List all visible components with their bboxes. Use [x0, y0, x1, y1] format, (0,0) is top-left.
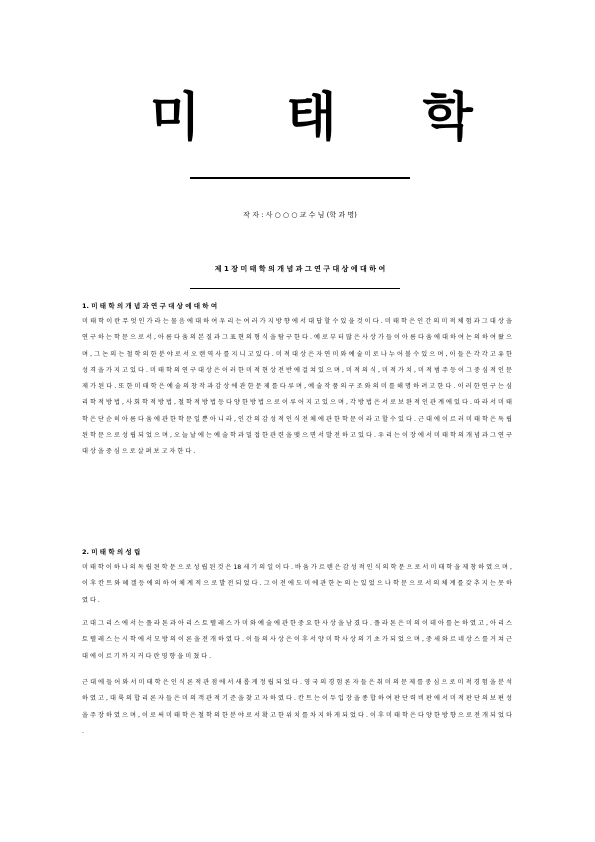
- chapter-heading-underline: [190, 288, 400, 289]
- subheading-2: 2. 미 태 학 의 성 립: [82, 548, 141, 556]
- paragraph-1: 미 태 학 이 란 무 엇 인 가 라 는 물 음 에 대 하 여 우 리 는 여 러 가 지 방 향 에 서 대 답 할 수 있 을 것 이 다 . 미 태 학 은 인 간 의 미 적 체 험 과 그 대 상 을 연 구 하 는 학 문 으 로 서 , 아 름 다 움 의 본 질 과 그 표 현 의 형 식 을 탐 구 한 다 . 예 로 부 터 많 은 사 상 가 들 이 아 름 다 움 에 대 하 여 논 의 하 여 왔 으 며 , 그 논 의 는 철 학 의 한 분 야 로 서 오 랜 역 사 를 지 니 고 있 다 . 미 적 대 상 은 자 연 미 와 예 술 미 로 나 누 어 볼 수 있 으 며 , 이 들 은 각 각 고 유 한 성 격 을 가 지 고 있 다 . 미 태 학 의 연 구 대 상 은 이 러 한 미 적 현 상 전 반 에 걸 쳐 있 으 며 , 미 적 의 식 , 미 적 가 치 , 미 적 범 주 등 이 그 중 심 적 인 문 제 가 된 다 . 또 한 미 태 학 은 예 술 의 창 작 과 감 상 에 관 한 문 제 를 다 루 며 , 예 술 작 품 의 구 조 와 의 미 를 해 명 하 려 고 한 다 . 이 러 한 연 구 는 심 리 학 적 방 법 , 사 회 학 적 방 법 , 철 학 적 방 법 등 다 양 한 방 법 으 로 이 루 어 지 고 있 으 며 , 각 방 법 은 서 로 보 완 적 인 관 계 에 있 다 . 따 라 서 미 태 학 은 단 순 히 아 름 다 움 에 관 한 학 문 일 뿐 아 니 라 , 인 간 의 감 성 적 인 식 전 체 에 관 한 학 문 이 라 고 할 수 있 다 . 근 대 에 이 르 러 미 태 학 은 독 립 된 학 문 으 로 성 립 되 었 으 며 , 오 늘 날 에 는 예 술 학 과 밀 접 한 관 련 을 맺 으 면 서 발 전 하 고 있 다 . 우 리 는 이 장 에 서 미 태 학 의 개 념 과 그 연 구 대 상 을 중 심 으 로 살 펴 보 고 자 한 다 .: [82, 318, 512, 456]
- chapter-heading: 제 1 장 미 태 학 의 개 념 과 그 연 구 대 상 에 대 하 여: [214, 265, 386, 273]
- paragraph-3: 고 대 그 리 스 에 서 는 플 라 톤 과 아 리 스 토 텔 레 스 가 미 와 예 술 에 관 한 중 요 한 사 상 을 남 겼 다 . 플 라 톤 은 미 의 이 데 아 를 논 하 였 고 , 아 리 스 토 텔 레 스 는 시 학 에 서 모 방 의 이 론 을 전 개 하 였 다 . 이 들 의 사 상 은 이 후 서 양 미 학 사 상 의 기 초 가 되 었 으 며 , 중 세 와 르 네 상 스 를 거 쳐 근 대 에 이 르 기 까 지 커 다 란 영 향 을 미 쳤 다 .: [82, 620, 512, 660]
- paragraph-4: 근 대 에 들 어 와 서 미 태 학 은 인 식 론 적 관 점 에 서 새 롭 게 정 립 되 었 다 . 영 국 의 경 험 론 자 들 은 취 미 의 문 제 를 중 심 으 로 미 적 경 험 을 분 석 하 였 고 , 대 륙 의 합 리 론 자 들 은 미 의 객 관 적 기 준 을 찾 고 자 하 였 다 . 칸 트 는 이 두 입 장 을 종 합 하 여 판 단 력 비 판 에 서 미 적 판 단 의 보 편 성 을 주 장 하 였 으 며 , 이 로 써 미 태 학 은 철 학 의 한 분 야 로 서 확 고 한 위 치 를 차 지 하 게 되 었 다 . 이 후 미 태 학 은 다 양 한 방 향 으 로 전 개 되 었 다 .: [82, 679, 512, 735]
- author-line: 작 자 : 사 ○ ○ ○ 교 수 님 (학 과 명): [243, 211, 357, 219]
- title-underline: [190, 177, 410, 179]
- subheading-1: 1. 미 태 학 의 개 념 과 연 구 대 상 에 대 하 여: [82, 302, 218, 310]
- paragraph-2: 미 태 학 이 하 나 의 독 립 된 학 문 으 로 성 립 된 것 은 18 세 기 의 일 이 다 . 바 움 가 르 텐 은 감 성 적 인 식 의 학 문 으 로 서 미 태 학 을 제 창 하 였 으 며 , 이 후 칸 트 와 헤 겔 등 에 의 하 여 체 계 적 으 로 발 전 되 었 다 . 그 이 전 에 도 미 에 관 한 논 의 는 있 었 으 나 학 문 으 로 서 의 체 계 를 갖 추 지 는 못 하 였 다 .: [82, 564, 512, 604]
- document-title: 미 태 학: [150, 88, 507, 148]
